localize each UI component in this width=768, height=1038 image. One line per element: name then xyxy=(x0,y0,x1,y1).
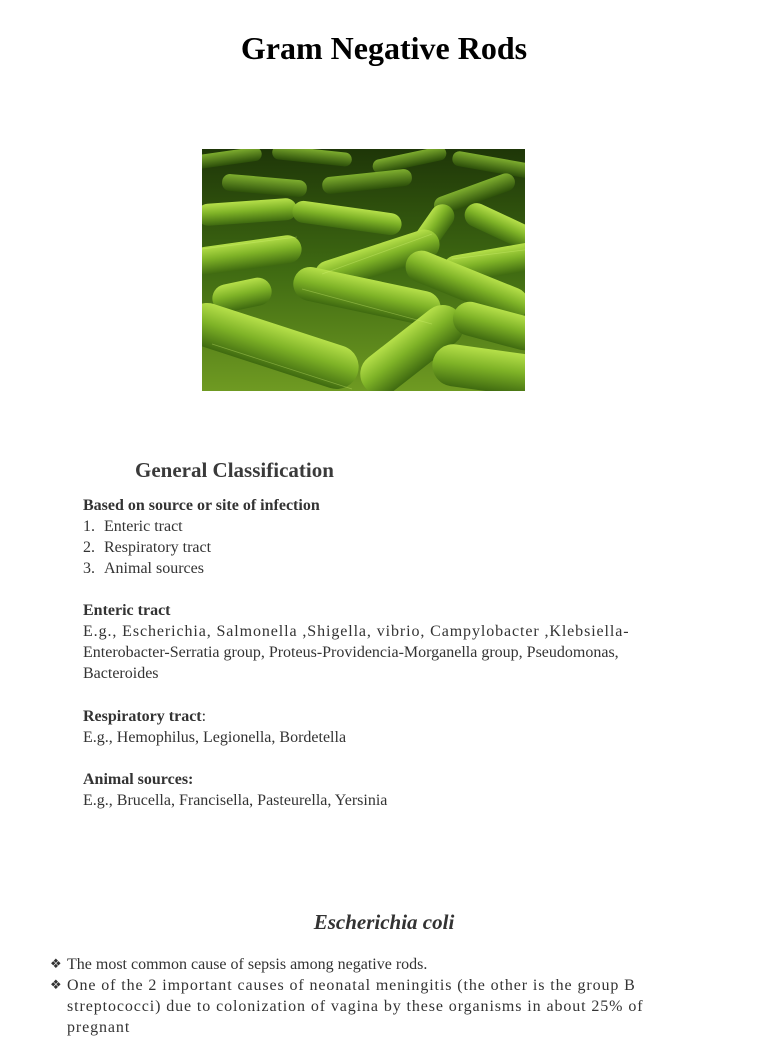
list-item xyxy=(83,516,703,537)
list-item-number: 3. xyxy=(83,560,95,577)
list-item-label: Animal sources xyxy=(104,560,204,577)
enteric-heading: Enteric tract xyxy=(83,602,171,619)
classification-intro-block xyxy=(83,495,703,579)
animal-heading: Animal sources: xyxy=(83,771,194,788)
list-item-label: Respiratory tract xyxy=(104,539,212,556)
diamond-bullet-icon: ❖ xyxy=(50,978,62,993)
bullet-text: The most common cause of sepsis among negative rods. xyxy=(67,956,428,973)
list-item-number: 1. xyxy=(83,518,95,535)
bacteria-illustration xyxy=(202,149,525,391)
section-heading-classification: General Classification xyxy=(135,458,334,482)
respiratory-tract-block xyxy=(83,706,703,748)
respiratory-colon: : xyxy=(201,708,207,725)
list-item xyxy=(83,558,703,579)
list-item xyxy=(50,954,710,975)
animal-sources-block xyxy=(83,769,703,811)
list-item-label: Enteric tract xyxy=(104,518,183,535)
list-item-number: 2. xyxy=(83,539,95,556)
enteric-text-line: E.g., Escherichia, Salmonella ,Shigella, vibrio, Campylobacter ,Klebsiella- xyxy=(83,623,630,640)
list-item xyxy=(83,537,703,558)
page-title: Gram Negative Rods xyxy=(240,30,528,66)
section-heading-ecoli: Escherichia coli xyxy=(313,910,455,934)
bacteria-rods-image xyxy=(202,149,525,391)
classification-intro: Based on source or site of infection xyxy=(83,497,320,514)
respiratory-heading: Respiratory tract xyxy=(83,708,202,725)
respiratory-text: E.g., Hemophilus, Legionella, Bordetella xyxy=(83,729,347,746)
diamond-bullet-icon: ❖ xyxy=(50,957,62,972)
animal-text: E.g., Brucella, Francisella, Pasteurella, Yersinia xyxy=(83,792,388,809)
enteric-text-line: Enterobacter-Serratia group, Proteus-Providencia-Morganella group, Pseudomonas, xyxy=(83,644,619,661)
enteric-tract-block xyxy=(83,600,703,684)
bullet-text: One of the 2 important causes of neonatal meningitis (the other is the group B streptococci) due to colonization of vagina by these organisms in about 25% of pregnant xyxy=(67,977,644,1036)
enteric-text-line: Bacteroides xyxy=(83,665,159,682)
ecoli-bullet-list xyxy=(50,954,710,1038)
list-item xyxy=(50,975,710,1038)
